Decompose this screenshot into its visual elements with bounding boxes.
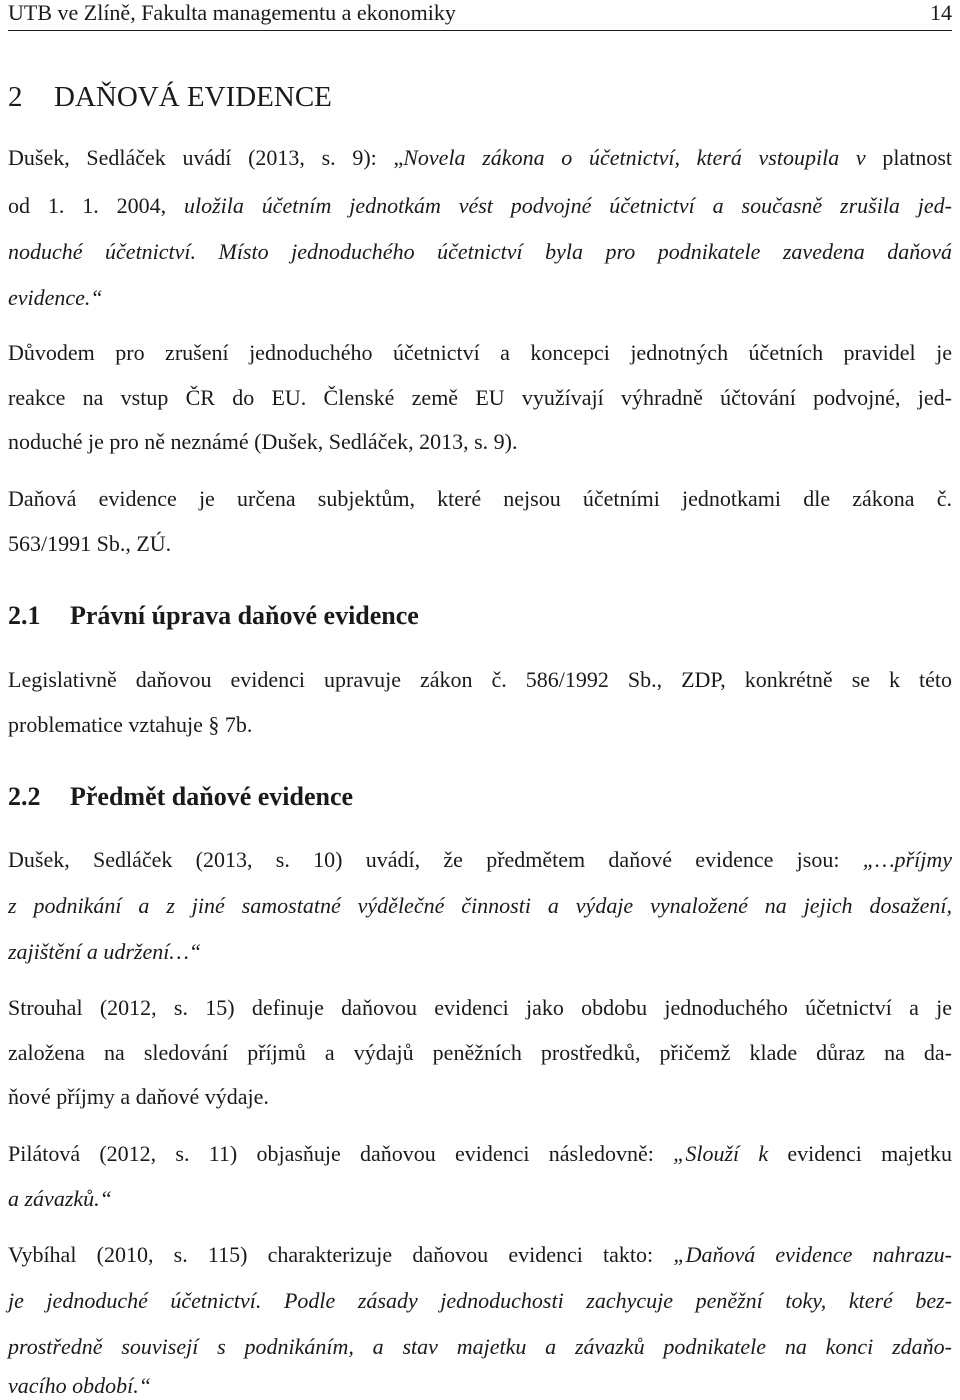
section-heading-2-2 (8, 781, 353, 813)
paragraph-3-line-1: Daňová evidence je určena subjektům, které nejsou účetními jednotkami dle zákona č. (8, 486, 952, 511)
quote-run: evidence.“ (8, 285, 103, 310)
paragraph-3-line-2: 563/1991 Sb., ZÚ. (8, 531, 172, 556)
paragraph-1-line-1 (8, 144, 952, 172)
paragraph-8-line-4 (8, 1372, 151, 1400)
quote-run: „Daňová evidence nahrazu- (673, 1242, 952, 1267)
text-run: od 1. 1. 2004, (8, 193, 184, 218)
text-run: evidenci majetku (768, 1141, 952, 1166)
paragraph-1-line-2 (8, 192, 952, 220)
quote-run: z podnikání a z jiné samostatné výdělečné činnosti a výdaje vynaložené na jejich dosažení, (8, 893, 952, 918)
chapter-number: 2 (8, 81, 23, 113)
section-heading-2-1 (8, 600, 419, 632)
quote-run: „Slouží k (673, 1141, 769, 1166)
paragraph-6-line-2: založena na sledování příjmů a výdajů peněžních prostředků, přičemž klade důraz na da- (8, 1040, 952, 1065)
paragraph-5-line-1 (8, 846, 952, 874)
section-number: 2.2 (8, 782, 41, 811)
quote-run: Novela zákona o účetnictví, která vstoupila v (403, 145, 866, 170)
paragraph-4-line-2: problematice vztahuje § 7b. (8, 712, 253, 737)
paragraph-2-line-1: Důvodem pro zrušení jednoduchého účetnictví a koncepci jednotných účetních pravidel je (8, 340, 952, 365)
section-number: 2.1 (8, 601, 41, 630)
quote-run: a závazků.“ (8, 1186, 112, 1211)
paragraph-7-line-2 (8, 1185, 112, 1213)
chapter-heading (8, 80, 332, 114)
section-title: Právní úprava daňové evidence (70, 601, 419, 630)
quote-run: je jednoduché účetnictví. Podle zásady jednoduchosti zachycuje peněžní toky, které bez- (8, 1288, 952, 1313)
paragraph-8-line-2 (8, 1287, 952, 1315)
quote-run: noduché účetnictví. Místo jednoduchého účetnictví byla pro podnikatele zavedena daňová (8, 239, 952, 264)
quote-run: vacího období.“ (8, 1373, 151, 1398)
paragraph-7-line-1 (8, 1140, 952, 1168)
page-number: 14 (930, 0, 952, 25)
paragraph-1-line-3 (8, 238, 952, 266)
quote-run: zajištění a udržení…“ (8, 939, 202, 964)
paragraph-4-line-1: Legislativně daňovou evidenci upravuje zákon č. 586/1992 Sb., ZDP, konkrétně se k této (8, 667, 952, 692)
quote-run: uložila účetním jednotkám vést podvojné účetnictví a současně zrušila jed- (183, 193, 952, 218)
paragraph-5-line-3 (8, 938, 201, 966)
text-run: platnost (865, 145, 953, 170)
text-run: Dušek, Sedláček uvádí (2013, s. 9): „ (8, 145, 404, 170)
paragraph-1-line-4 (8, 284, 103, 312)
header-rule (8, 30, 952, 31)
section-title: Předmět daňové evidence (70, 782, 354, 811)
quote-run: prostředně souvisejí s podnikáním, a stav majetku a závazků podnikatele na konci zdaňo- (8, 1334, 952, 1359)
text-run: Dušek, Sedláček (2013, s. 10) uvádí, že předmětem daňové evidence jsou: (8, 847, 863, 872)
paragraph-6-line-1: Strouhal (2012, s. 15) definuje daňovou evidenci jako obdobu jednoduchého účetnictví a je (8, 995, 952, 1020)
header-institution: UTB ve Zlíně, Fakulta managementu a ekonomiky (8, 0, 456, 25)
paragraph-2-line-3: noduché je pro ně neznámé (Dušek, Sedláček, 2013, s. 9). (8, 429, 518, 454)
paragraph-8-line-1 (8, 1241, 952, 1269)
paragraph-5-line-2 (8, 892, 952, 920)
paragraph-8-line-3 (8, 1333, 952, 1361)
paragraph-2-line-2: reakce na vstup ČR do EU. Členské země EU využívají výhradně účtování podvojné, jed- (8, 385, 952, 410)
text-run: Pilátová (2012, s. 11) objasňuje daňovou evidenci následovně: (8, 1141, 674, 1166)
paragraph-6-line-3: ňové příjmy a daňové výdaje. (8, 1084, 269, 1109)
page-header (8, 0, 952, 32)
text-run: Vybíhal (2010, s. 115) charakterizuje daňovou evidenci takto: (8, 1242, 674, 1267)
chapter-title: DAŇOVÁ EVIDENCE (54, 81, 332, 113)
quote-run: „…příjmy (862, 847, 952, 872)
